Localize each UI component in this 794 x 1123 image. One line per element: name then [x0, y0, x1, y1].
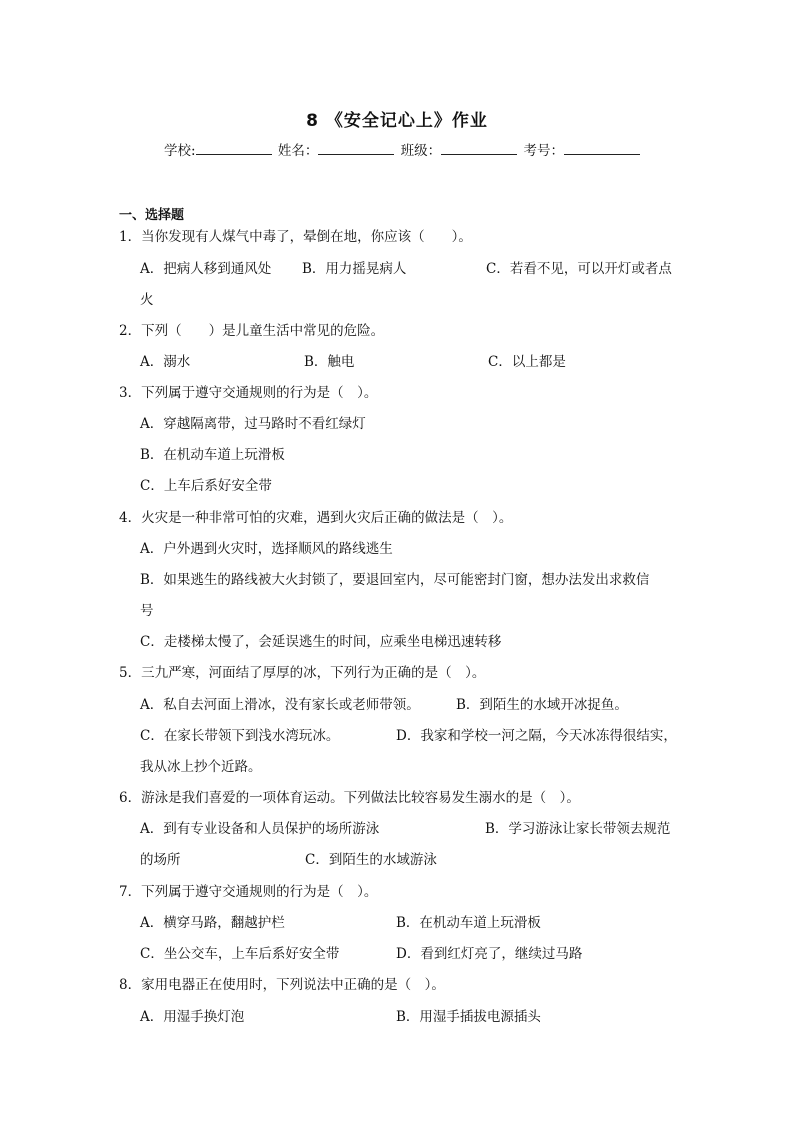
- exam-no-label: 考号：: [523, 143, 564, 159]
- name-blank[interactable]: [318, 142, 394, 155]
- question-stem: 1．当你发现有人煤气中毒了，晕倒在地，你应该（ ）。: [119, 229, 472, 245]
- option-a: A．穿越隔离带，过马路时不看红绿灯: [140, 416, 366, 432]
- option-c: C．以上都是: [488, 354, 566, 370]
- page-title: 8 《安全记心上》作业: [306, 111, 488, 131]
- option-c: C．到陌生的水域游泳: [305, 852, 437, 868]
- school-blank[interactable]: [196, 142, 272, 155]
- option-b: B．触电: [304, 354, 355, 370]
- option-a: A．户外遇到火灾时，选择顺风的路线逃生: [140, 541, 393, 557]
- school-label: 学校:: [164, 143, 196, 159]
- option-b: B．在机动车道上玩滑板: [396, 915, 541, 931]
- option-continuation: 火: [140, 292, 154, 308]
- option-c: C．若看不见，可以开灯或者点: [486, 261, 672, 277]
- question-stem: 3．下列属于遵守交通规则的行为是（ ）。: [119, 385, 378, 401]
- section-title: 一、选择题: [119, 208, 185, 223]
- option-a: A．私自去河面上滑冰，没有家长或老师带领。: [140, 697, 420, 713]
- exam-no-blank[interactable]: [564, 142, 640, 155]
- option-b: B．学习游泳让家长带领去规范: [485, 821, 671, 837]
- question-stem: 8．家用电器正在使用时，下列说法中正确的是（ ）。: [119, 977, 445, 993]
- option-d: D．我家和学校一河之隔，今天冰冻得很结实，: [396, 728, 677, 744]
- option-a: A．横穿马路，翻越护栏: [140, 915, 285, 931]
- option-b: B．在机动车道上玩滑板: [140, 447, 285, 463]
- option-c: C．坐公交车，上车后系好安全带: [140, 946, 340, 962]
- question-stem: 6．游泳是我们喜爱的一项体育运动。下列做法比较容易发生溺水的是（ ）。: [119, 790, 580, 806]
- option-a: A．溺水: [140, 354, 191, 370]
- option-continuation: 我从冰上抄个近路。: [140, 759, 262, 775]
- option-b: B．用力摇晃病人: [302, 261, 407, 277]
- option-c: C．在家长带领下到浅水湾玩冰。: [140, 728, 340, 744]
- question-stem: 2．下列（ ）是儿童生活中常见的危险。: [119, 323, 385, 339]
- option-b: B．到陌生的水域开冰捉鱼。: [456, 697, 628, 713]
- name-label: 姓名：: [277, 143, 319, 159]
- option-b: B．用湿手插拔电源插头: [396, 1009, 541, 1025]
- option-continuation: 的场所: [140, 852, 181, 868]
- question-stem: 5．三九严寒，河面结了厚厚的冰，下列行为正确的是（ ）。: [119, 665, 486, 681]
- option-c: C．上车后系好安全带: [140, 478, 272, 494]
- option-d: D．看到红灯亮了，继续过马路: [396, 946, 583, 962]
- option-continuation: 号: [140, 603, 154, 619]
- option-c: C．走楼梯太慢了，会延误逃生的时间，应乘坐电梯迅速转移: [140, 634, 502, 650]
- option-b: B．如果逃生的路线被大火封锁了，要退回室内，尽可能密封门窗，想办法发出求救信: [140, 572, 650, 588]
- option-a: A．把病人移到通风处: [140, 261, 272, 277]
- question-stem: 4．火灾是一种非常可怕的灾难，遇到火灾后正确的做法是（ ）。: [119, 510, 513, 526]
- question-stem: 7．下列属于遵守交通规则的行为是（ ）。: [119, 884, 378, 900]
- class-blank[interactable]: [441, 142, 517, 155]
- student-info-line: [164, 139, 642, 159]
- class-label: 班级：: [400, 143, 442, 159]
- option-a: A．到有专业设备和人员保护的场所游泳: [140, 821, 380, 837]
- option-a: A．用湿手换灯泡: [140, 1009, 245, 1025]
